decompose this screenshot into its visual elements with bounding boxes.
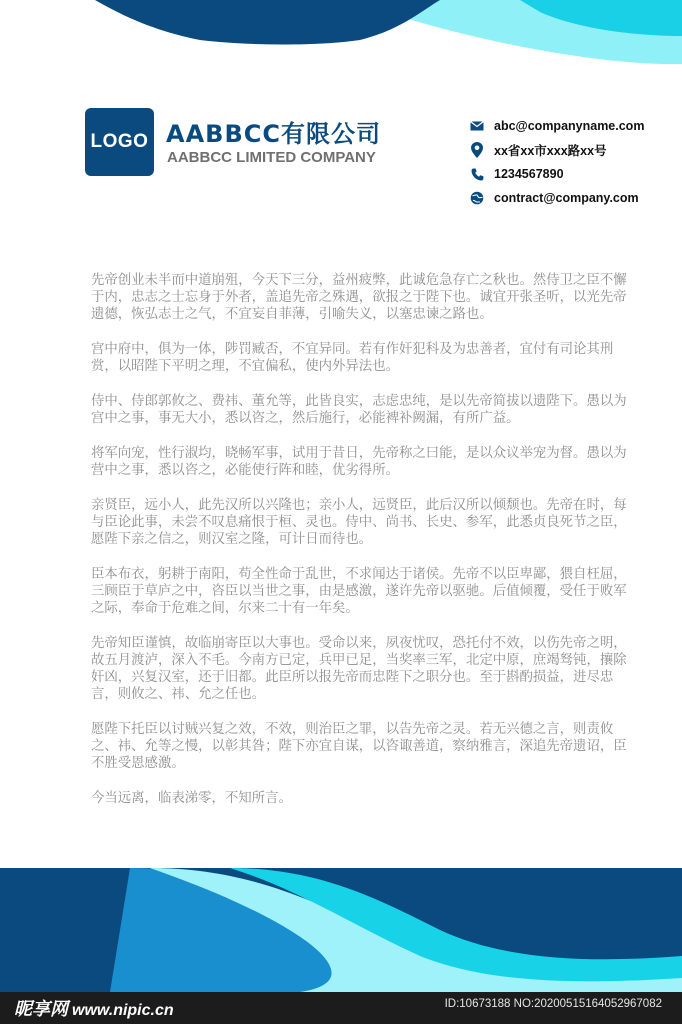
watermark-logo-text: 昵享网 [14,999,68,1020]
phone-icon [469,166,485,182]
body-paragraph: 宫中府中，俱为一体，陟罚臧否，不宜异同。若有作奸犯科及为忠善者，宜付有司论其刑赏，以昭陛下平明之理，不宜偏私，使内外异法也。 [91,342,614,374]
contact-phone-row [469,164,564,184]
body-paragraph: 亲贤臣，远小人，此先汉所以兴隆也；亲小人，远贤臣，此后汉所以倾颓也。先帝在时，每与臣论此事，未尝不叹息痛恨于桓、灵也。侍中、尚书、长史、参军，此悉贞良死节之臣，愿陛下亲之信之，则汉室之隆，可计日而待也。 [91,498,627,547]
company-name-cn: AABBCC有限公司 [166,120,381,148]
body-paragraph: 今当远离，临表涕零，不知所言。 [91,791,292,806]
envelope-icon [469,118,485,134]
body-paragraph: 愿陛下托臣以讨贼兴复之效，不效，则治臣之罪，以告先帝之灵。若无兴德之言，则责攸之、祎、允等之慢，以彰其咎；陛下亦宜自谋，以咨诹善道，察纳雅言，深追先帝遗诏，臣不胜受恩感激。 [91,722,627,771]
watermark-id: ID:10673188 NO:20200515164052967082 [444,998,662,1010]
globe-icon [469,190,485,206]
location-pin-icon [469,142,485,158]
body-paragraph: 先帝知臣谨慎，故临崩寄臣以大事也。受命以来，夙夜忧叹，恐托付不效，以伤先帝之明，故五月渡泸，深入不毛。今南方已定，兵甲已足，当奖率三军，北定中原，庶竭驽钝，攘除奸凶，兴复汉室，还于旧都。此臣所以报先帝而忠陛下之职分也。至于斟酌损益，进尽忠言，则攸之、祎、允之任也。 [91,636,627,702]
company-name-en: AABBCC LIMITED COMPANY [167,149,376,166]
body-paragraph: 先帝创业未半而中道崩殂，今天下三分，益州疲弊，此诚危急存亡之秋也。然侍卫之臣不懈于内，忠志之士忘身于外者，盖追先帝之殊遇，欲报之于陛下也。诚宜开张圣听，以光先帝遗德，恢弘志士之气，不宜妄自菲薄，引喻失义，以塞忠谏之路也。 [91,273,627,322]
body-paragraph: 侍中、侍郎郭攸之、费祎、董允等，此皆良实，志虑忠纯，是以先帝简拔以遗陛下。愚以为宫中之事，事无大小，悉以咨之，然后施行，必能裨补阙漏，有所广益。 [91,394,627,426]
contact-email: abc@companyname.com [494,119,645,133]
header-wave-decoration [0,0,682,70]
logo [85,108,154,176]
watermark-logo [14,995,174,1021]
letter-body [91,272,631,825]
contact-phone: 1234567890 [494,167,564,181]
body-paragraph: 将军向宠，性行淑均，晓畅军事，试用于昔日，先帝称之曰能，是以众议举宠为督。愚以为营中之事，悉以咨之，必能使行阵和睦，优劣得所。 [91,446,627,478]
header-wave-navy [95,0,440,45]
footer-wave-decoration [0,860,682,992]
logo-label: LOGO [90,131,149,152]
body-paragraph: 臣本布衣，躬耕于南阳，苟全性命于乱世，不求闻达于诸侯。先帝不以臣卑鄙，猥自枉屈，三顾臣于草庐之中，咨臣以当世之事，由是感激，遂许先帝以驱驰。后值倾覆，受任于败军之际，奉命于危难之间，尔来二十有一年矣。 [91,567,627,616]
contact-email-row [469,116,644,136]
contact-address-row [469,140,607,160]
contact-website: contract@company.com [494,191,639,205]
contact-website-row [469,188,639,208]
watermark-site: www.nipic.cn [72,1002,174,1019]
contact-address: xx省xx市xxx路xx号 [494,144,607,158]
